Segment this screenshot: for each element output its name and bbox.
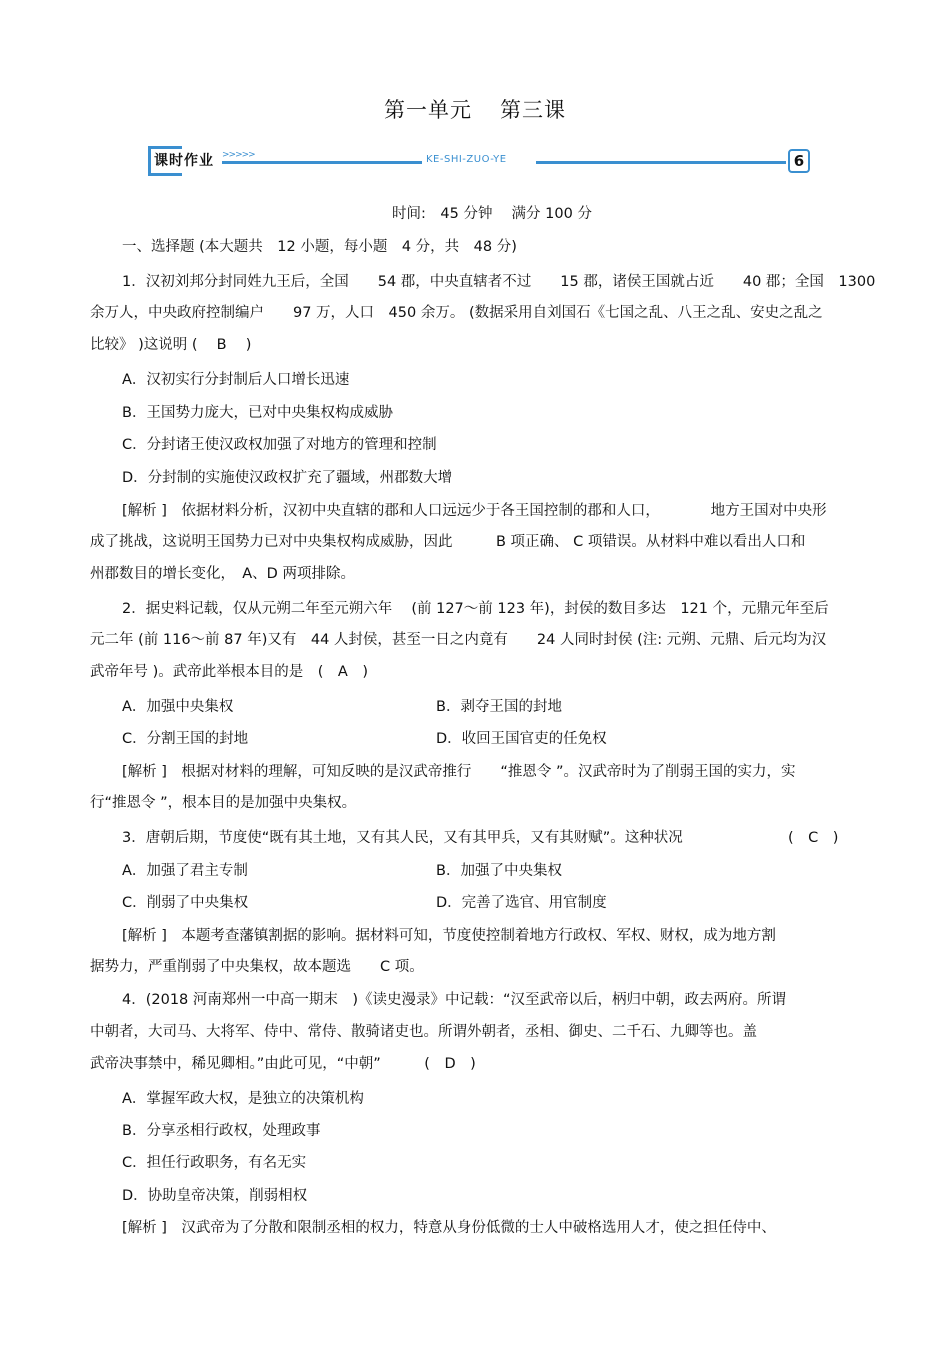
q1-analysis-line-3: 州郡数目的增长变化， A、D 两项排除。	[90, 566, 355, 582]
q3-option-c: C．削弱了中央集权	[122, 895, 249, 911]
q1-option-c: C．分封诸王使汉政权加强了对地方的管理和控制	[122, 437, 437, 453]
lesson-title: 第三课	[500, 98, 566, 122]
q2-analysis-line-1: [解析 ] 根据对材料的理解，可知反映的是汉武帝推行 “推恩令 ”。汉武帝时为了削弱王国的实力，实	[122, 764, 796, 780]
banner-arrows: >>>>>	[222, 150, 255, 160]
q2-analysis-line-2: 行“推恩令 ”，根本目的是加强中央集权。	[90, 795, 357, 811]
q2-option-c: C．分割王国的封地	[122, 731, 249, 747]
q3-analysis-line-1: [解析 ] 本题考查藩镇割据的影响。据材料可知，节度使控制着地方行政权、军权、财权，成为地方割	[122, 928, 776, 944]
q2-option-a: A．加强中央集权	[122, 699, 234, 715]
q3-option-d: D．完善了选官、用官制度	[436, 895, 607, 911]
time-info: 时间: 45 分钟 满分 100 分	[392, 206, 592, 222]
q4-option-c: C．担任行政职务，有名无实	[122, 1155, 307, 1171]
banner-number-badge: 6	[788, 149, 810, 173]
q4-analysis-line-1: [解析 ] 汉武帝为了分散和限制丞相的权力，特意从身份低微的士人中破格选用人才，使之担任侍中、	[122, 1220, 776, 1236]
q4-option-a: A．掌握军政大权，是独立的决策机构	[122, 1091, 364, 1107]
banner-label: 课时作业	[154, 153, 214, 169]
q1-analysis-line-2: 成了挑战，这说明王国势力已对中央集权构成威胁，因此 B 项正确、 C 项错误。从材料中难以看出人口和	[90, 534, 806, 550]
q3-option-b: B．加强了中央集权	[436, 863, 562, 879]
banner-code: KE-SHI-ZUO-YE	[426, 154, 507, 165]
q4-stem-line-2: 中朝者，大司马、大将军、侍中、常侍、散骑诸吏也。所谓外朝者，丞相、御史、二千石、九卿等也。盖	[90, 1024, 757, 1040]
page-title	[0, 96, 950, 124]
q1-stem-line-3: 比较》 )这说明 ( B )	[90, 337, 252, 353]
q3-answer: ( C )	[788, 830, 839, 846]
q4-option-b: B．分享丞相行政权，处理政事	[122, 1123, 321, 1139]
q1-option-b: B．王国势力庞大，已对中央集权构成威胁	[122, 405, 393, 421]
section-heading: 一、选择题 (本大题共 12 小题，每小题 4 分，共 48 分)	[122, 239, 517, 255]
q1-stem-line-2: 余万人，中央政府控制编户 97 万，人口 450 余万。 (数据采用自刘国石《七国之乱、八王之乱、安史之乱之	[90, 305, 823, 321]
q3-stem: 3．唐朝后期，节度使“既有其土地，又有其人民，又有其甲兵，又有其财赋”。这种状况	[122, 830, 683, 846]
q1-stem-line-1: 1．汉初刘邦分封同姓九王后，全国 54 郡，中央直辖者不过 15 郡，诸侯王国就占近 40 郡；全国 1300	[122, 274, 876, 290]
q3-analysis-line-2: 据势力，严重削弱了中央集权，故本题选 C 项。	[90, 959, 424, 975]
q1-analysis-line-1: [解析 ] 依据材料分析，汉初中央直辖的郡和人口远远少于各王国控制的郡和人口， 地方王国对中央形	[122, 503, 827, 519]
banner-rule-left	[222, 161, 422, 164]
q2-option-b: B．剥夺王国的封地	[436, 699, 562, 715]
unit-title: 第一单元	[384, 98, 472, 122]
q4-stem-line-3: 武帝决事禁中，稀见卿相。”由此可见，“中朝” ( D )	[90, 1056, 476, 1072]
q2-stem-line-3: 武帝年号 )。武帝此举根本目的是 ( A )	[90, 664, 368, 680]
banner-rule-right	[536, 161, 786, 164]
q4-option-d: D．协助皇帝决策，削弱相权	[122, 1188, 308, 1204]
q2-stem-line-1: 2．据史料记载，仅从元朔二年至元朔六年 (前 127～前 123 年)，封侯的数目多达 121 个，元鼎元年至后	[122, 601, 829, 617]
q3-option-a: A．加强了君主专制	[122, 863, 248, 879]
q2-option-d: D．收回王国官吏的任免权	[436, 731, 607, 747]
homework-banner	[148, 146, 814, 178]
q2-stem-line-2: 元二年 (前 116～前 87 年)又有 44 人封侯，甚至一日之内竟有 24 人同时封侯 (注: 元朔、元鼎、后元均为汉	[90, 632, 827, 648]
q1-option-d: D．分封制的实施使汉政权扩充了疆域，州郡数大增	[122, 470, 453, 486]
q1-option-a: A．汉初实行分封制后人口增长迅速	[122, 372, 350, 388]
q4-stem-line-1: 4．(2018 河南郑州一中高一期末 )《读史漫录》中记载：“汉至武帝以后，柄归中朝，政去两府。所谓	[122, 992, 787, 1008]
